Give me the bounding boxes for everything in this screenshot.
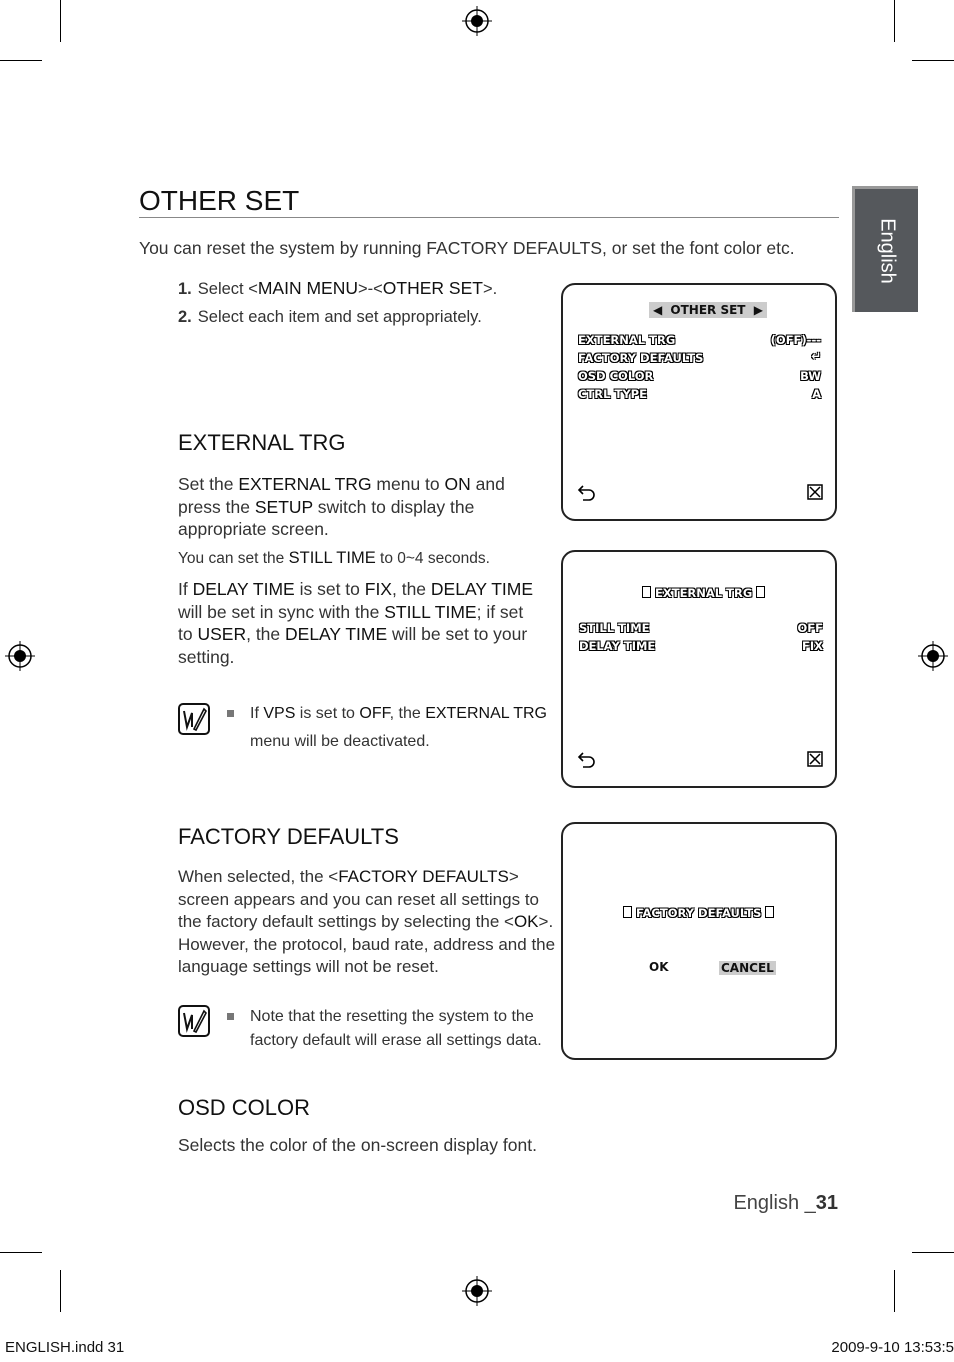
registration-mark-icon — [462, 6, 492, 36]
crop-mark — [0, 60, 42, 61]
bracket-icon — [756, 586, 765, 598]
factory-defaults-paragraph: When selected, the <FACTORY DEFAULTS> screen appears and you can reset all settings to the factory default settings by selecting the <OK>. However, the protocol, baud rate, address and the language settings will not be reset. — [178, 867, 556, 976]
osd-row-value: OFF — [797, 621, 823, 635]
crop-mark — [912, 1252, 954, 1253]
osd-menu-title: FACTORY DEFAULTS — [619, 906, 778, 920]
osd-row-value: BW — [800, 369, 821, 383]
osd-screen-external-trg — [561, 550, 837, 788]
registration-mark-icon — [5, 641, 35, 671]
step-2: 2. Select each item and set appropriately. — [178, 308, 482, 326]
osd-row-value: (OFF)--- — [770, 333, 821, 347]
crop-mark — [0, 1252, 42, 1253]
return-icon — [577, 483, 597, 501]
bracket-icon — [623, 906, 632, 918]
return-icon — [577, 750, 597, 768]
external-trg-paragraph-1: Set the EXTERNAL TRG menu to ON and press the SETUP switch to display the appropriate screen. — [178, 474, 505, 539]
side-tab-label: English — [876, 217, 898, 284]
crop-mark — [60, 1270, 61, 1312]
factory-defaults-note: Note that the resetting the system to the factory default will erase all settings data. — [250, 1008, 542, 1049]
close-box-icon — [807, 484, 823, 500]
osd-color-text: Selects the color of the on-screen display font. — [178, 1135, 537, 1155]
osd-menu-title: ◀ OTHER SET ▶ — [649, 302, 767, 318]
page-title: OTHER SET — [139, 185, 300, 216]
arrow-right-icon: ▶ — [753, 303, 763, 317]
title-rule — [139, 217, 839, 218]
close-box-icon — [807, 751, 823, 767]
osd-row-value: ↵ — [811, 349, 821, 363]
section-heading-factory-defaults: FACTORY DEFAULTS — [178, 824, 399, 849]
note-icon — [178, 1005, 210, 1037]
osd-row-label: CTRL TYPE — [578, 387, 647, 401]
section-heading-osd-color: OSD COLOR — [178, 1095, 311, 1120]
slug-file: ENGLISH.indd 31 — [5, 1339, 125, 1356]
bullet — [227, 1013, 234, 1020]
osd-cancel-option: CANCEL — [721, 961, 774, 975]
crop-mark — [912, 60, 954, 61]
crop-mark — [894, 0, 895, 42]
vps-note: If VPS is set to OFF, the EXTERNAL TRG menu will be deactivated. — [250, 705, 547, 750]
osd-row-label: FACTORY DEFAULTS — [578, 351, 704, 365]
step-1: 1. Select <MAIN MENU>-<OTHER SET>. — [178, 278, 498, 298]
arrow-left-icon: ◀ — [653, 303, 663, 317]
external-trg-paragraph-2: If DELAY TIME is set to FIX, the DELAY TIME will be set in sync with the STILL TIME; if set to USER, the DELAY TIME will be set to your setting. — [178, 579, 534, 667]
bullet — [227, 710, 234, 717]
osd-row-label: STILL TIME — [579, 621, 650, 635]
registration-mark-icon — [462, 1276, 492, 1306]
note-icon — [178, 703, 210, 735]
osd-row-value: FIX — [801, 639, 823, 653]
intro-text: You can reset the system by running FACTORY DEFAULTS, or set the font color etc. — [139, 238, 795, 258]
bracket-icon — [642, 586, 651, 598]
osd-row-label: EXTERNAL TRG — [578, 333, 676, 347]
osd-ok-option: OK — [649, 960, 669, 974]
osd-row-value: A — [812, 387, 821, 401]
slug-date: 2009-9-10 13:53:5 — [831, 1339, 954, 1356]
crop-mark — [60, 0, 61, 42]
section-heading-external-trg: EXTERNAL TRG — [178, 430, 346, 455]
still-time-note: You can set the STILL TIME to 0~4 seconds. — [178, 549, 490, 567]
osd-row-label: OSD COLOR — [578, 369, 654, 383]
osd-screen-other-set — [561, 283, 837, 521]
osd-menu-title: EXTERNAL TRG — [638, 586, 769, 600]
language-side-tab — [852, 186, 918, 312]
bracket-icon — [765, 906, 774, 918]
registration-mark-icon — [918, 641, 948, 671]
page-footer: English _31 — [733, 1192, 838, 1214]
osd-row-label: DELAY TIME — [579, 639, 656, 653]
crop-mark — [894, 1270, 895, 1312]
osd-screen-factory-defaults — [561, 822, 837, 1060]
